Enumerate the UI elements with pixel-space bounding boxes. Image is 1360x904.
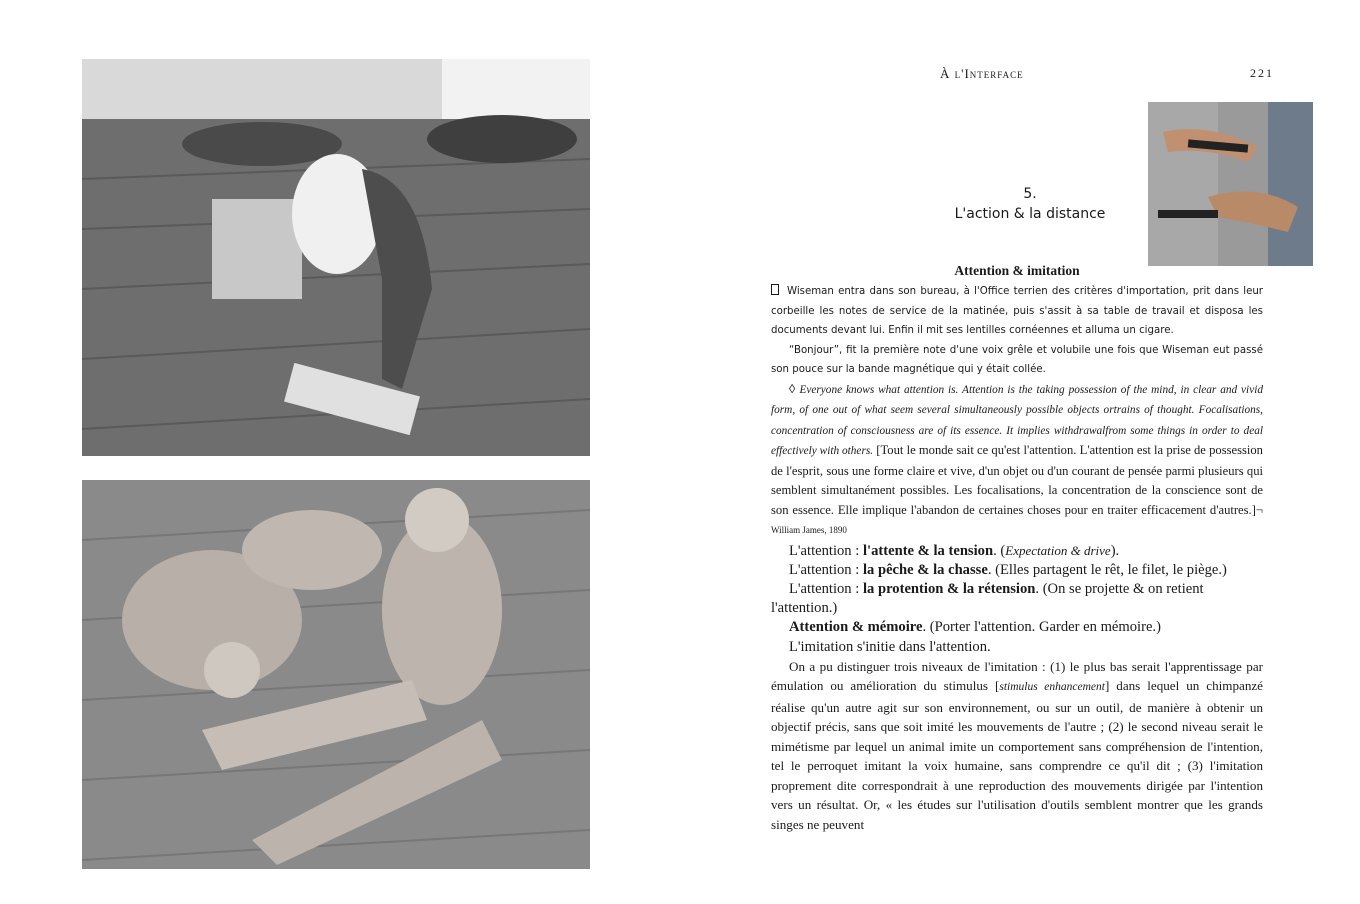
attention-line: L'attention : l'attente & la tension. (Expectation & drive).	[789, 542, 1120, 559]
quote-paragraph: Wiseman entra dans son bureau, à l'Office terrien des critères d'importation, prit dans leur corbeille les notes de service de la matinée, puis s'assit à sa table de travail et disposa les documents devant lui. Enfin il mit ses lentilles cornéennes et alluma un cigare.	[771, 286, 1263, 336]
attention-line: Attention & mémoire. (Porter l'attention. Garder en mémoire.)	[789, 619, 1161, 636]
photo-dummy-airbag-keyboard	[82, 59, 590, 456]
diamond-icon: ◊	[789, 381, 796, 396]
main-text	[771, 262, 1263, 834]
james-quote	[771, 380, 1263, 541]
box-icon	[771, 284, 779, 295]
page-number: 221	[1250, 66, 1274, 80]
photo-dummies-on-floor	[82, 480, 590, 869]
attention-line: L'attention : la pêche & la chasse. (Elles partagent le rêt, le filet, le piège.)	[789, 561, 1227, 578]
photo-hands-smartphones	[1148, 102, 1313, 266]
attention-line: L'attention : la protention & la rétension. (On se projette & on retient l'attention.)	[771, 580, 1204, 617]
quote-paragraph: “Bonjour”, fit la première note d'une voix grêle et volubile une fois que Wiseman eut passé son pouce sur la bande magnétique qui y était collée.	[771, 344, 1263, 375]
running-head: À l'Interface	[940, 66, 1024, 81]
section-title: Attention & imitation	[954, 263, 1080, 278]
chapter-title: L'action & la distance	[954, 206, 1106, 222]
attention-line: L'imitation s'initie dans l'attention.	[789, 638, 991, 655]
french-translation: [Tout le monde sait ce qu'est l'attention. L'attention est la prise de possession de l'esprit, sous une forme claire et vive, d'un objet ou d'un courant de pensée parmi plusieurs qui semblent simultanément possibles. Les focalisations, la concentration de la conscience sont de son essence. Elle implique l'abandon de certaines choses pour en traiter efficacement d'autres.]¬	[771, 443, 1263, 517]
body-paragraph: On a pu distinguer trois niveaux de l'imitation : (1) le plus bas serait l'apprentissage par émulation ou amélioration du stimulus [stimulus enhancement] dans lequel un chimpanzé réalise qu'un autre agit sur son environnement, ou sur un outil, de manière à obtenir un objectif précis, sans que soit imité les mouvements de l'autre ; (2) le second niveau serait le mimétisme par lequel un animal imite un comportement sans compréhension de l'intention, tel le perroquet imitant la voix humaine, sans comprendre ce qu'il dit ; (3) l'imitation proprement dite correspondrait à une reproduction des mouvements dirigée par l'intention vers un résultat. Or, « les études sur l'utilisation d'outils semblent montrer que les grands singes ne peuvent	[771, 658, 1263, 832]
english-quote: Everyone knows what attention is. Attention is the taking possession of the mind, in clear and vivid form, of one out of what seem several simultaneously possible objects ortrains of thought. Focalisations, concentration of consciousness are of its essence. It implies withdrawalfrom some things in order to deal effectively with others.	[771, 383, 1263, 457]
chapter-number: 5.	[1023, 186, 1037, 202]
citation: William James, 1890	[771, 525, 847, 535]
chapter-heading	[930, 184, 1130, 224]
